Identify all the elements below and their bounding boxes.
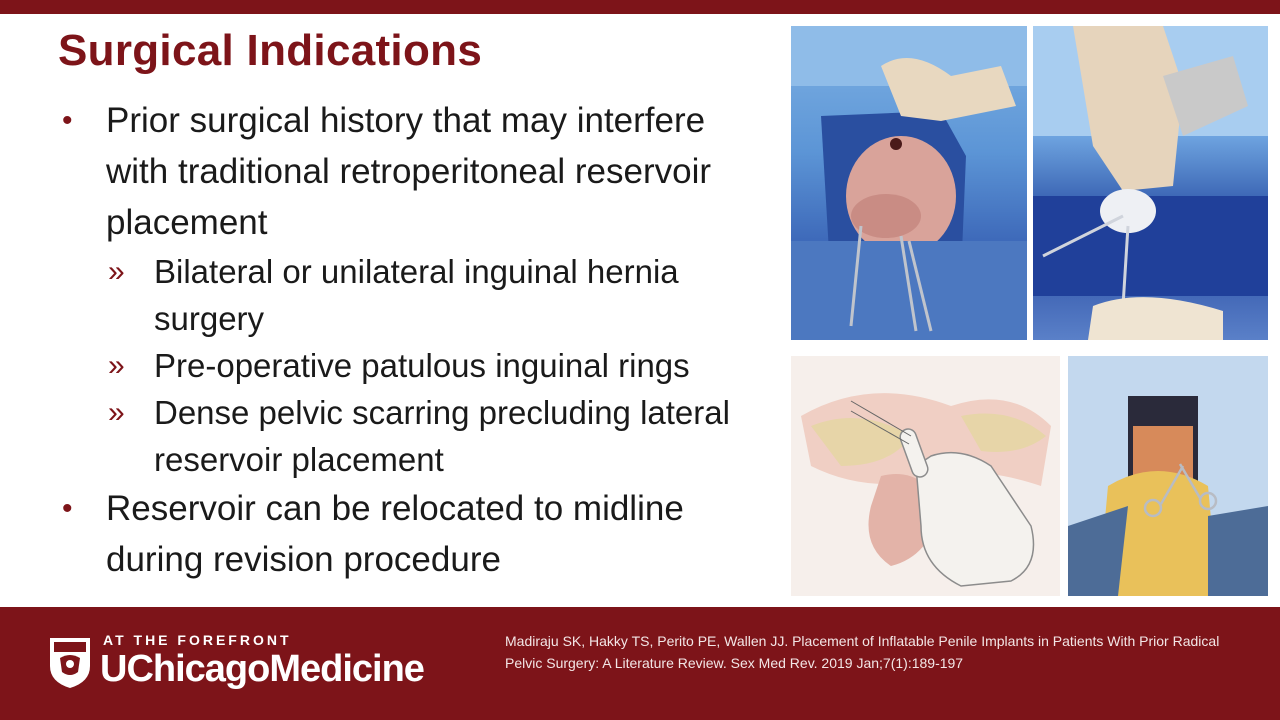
- sub-bullet-text: Bilateral or unilateral inguinal hernia surgery: [154, 253, 679, 337]
- sub-bullet-item: [62, 342, 762, 389]
- citation-text: Madiraju SK, Hakky TS, Perito PE, Wallen JJ. Placement of Inflatable Penile Implants in Patients With Prior Radical Pelvic Surgery: A Literature Review. Sex Med Rev. 2019 Jan;7(1):189-197: [505, 633, 1220, 671]
- surgical-photo: [1033, 26, 1268, 340]
- sub-bullet-marker: »: [108, 349, 125, 382]
- anatomy-illustration: [791, 356, 1060, 596]
- sub-bullet-marker: »: [108, 255, 125, 288]
- footer-brand-logo: UChicagoMedicine: [100, 648, 424, 690]
- surgical-photo: [1068, 356, 1268, 596]
- sub-bullet-text: Pre-operative patulous inguinal rings: [154, 347, 690, 384]
- surgical-photo: [791, 26, 1027, 340]
- sub-bullet-item: [62, 389, 762, 483]
- bullet-dot: •: [62, 492, 73, 525]
- bullet-item: [62, 483, 762, 585]
- bullet-text: Reservoir can be relocated to midline during revision procedure: [106, 489, 684, 579]
- sub-bullet-marker: »: [108, 396, 125, 429]
- bullet-list: [62, 95, 762, 585]
- bullet-text: Prior surgical history that may interfere with traditional retroperitoneal reservoir placement: [106, 101, 711, 242]
- footer-tagline: AT THE FOREFRONT: [103, 632, 292, 648]
- sub-bullet-text: Dense pelvic scarring precluding lateral reservoir placement: [154, 394, 730, 478]
- slide-title: Surgical Indications: [58, 26, 483, 75]
- sub-bullet-item: [62, 248, 762, 342]
- uchicago-shield-icon: [48, 636, 92, 690]
- bullet-dot: •: [62, 104, 73, 137]
- bullet-item: [62, 95, 762, 248]
- top-bar: [0, 0, 1280, 14]
